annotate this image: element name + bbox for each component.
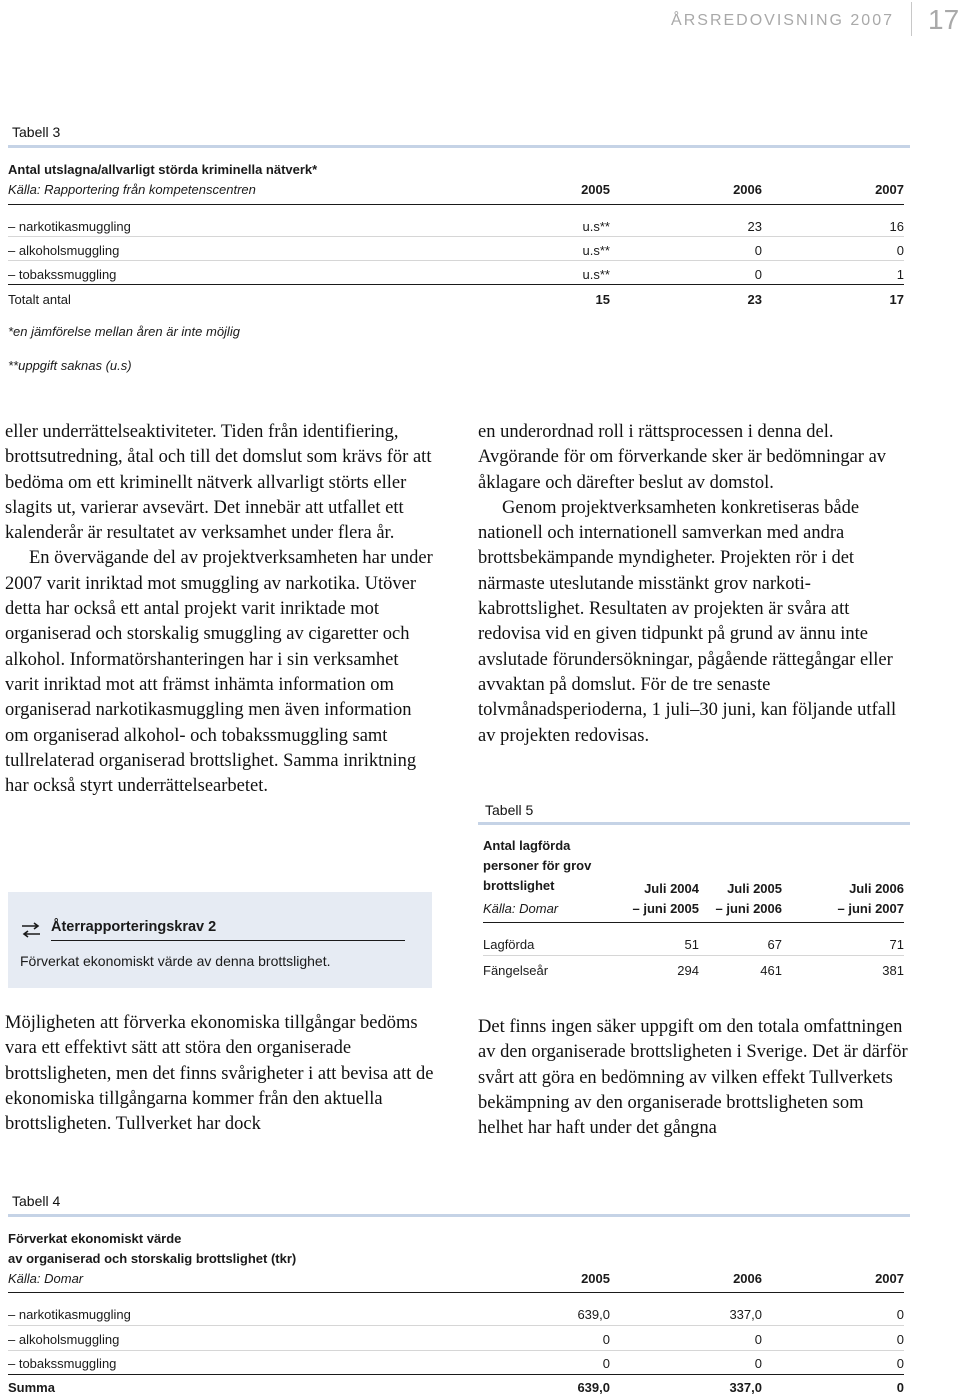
table3-label: Tabell 3 — [12, 124, 61, 140]
table-row — [8, 1332, 904, 1348]
cell: 23 — [747, 219, 762, 234]
row-label: – narkotikasmuggling — [8, 219, 131, 234]
paragraph: en underordnad roll i rättsprocessen i denna del. Avgörande för om förverkande sker är bedömningar av åklagare och därefter beslut av domstol. — [478, 422, 887, 493]
return-arrows-icon — [20, 922, 42, 938]
reporting-requirement-box — [8, 892, 432, 988]
table4 — [8, 1230, 904, 1395]
row-label: – tobakssmuggling — [8, 267, 117, 282]
total-rule — [8, 284, 904, 285]
row-label: Totalt antal — [8, 292, 71, 307]
table3-year-2007: 2007 — [875, 182, 904, 197]
table-row — [8, 1356, 904, 1372]
cell: 337,0 — [729, 1307, 762, 1322]
column-header: – juni 2005 — [632, 901, 699, 916]
body-text-left — [5, 420, 435, 799]
cell: 0 — [896, 1356, 904, 1371]
cell: 0 — [754, 1356, 762, 1371]
table4-top-bar — [8, 1214, 910, 1217]
table3-header-rule — [8, 204, 904, 205]
row-label: – alkoholsmuggling — [8, 243, 120, 258]
table3-note-1: *en jämförelse mellan åren är inte möjlig — [8, 324, 240, 339]
header-divider — [911, 2, 912, 36]
table5-source: Källa: Domar — [483, 901, 559, 916]
row-label: – tobakssmuggling — [8, 1356, 117, 1371]
cell: 381 — [882, 963, 904, 978]
table4-label: Tabell 4 — [12, 1193, 61, 1209]
table3-year-2005: 2005 — [581, 182, 610, 197]
cell: u.s** — [582, 267, 610, 282]
table5-top-bar — [478, 822, 910, 825]
column-header: – juni 2006 — [715, 901, 782, 916]
column-header: Juli 2005 — [727, 881, 782, 896]
table3-source: Källa: Rapportering från kompetenscentren — [8, 182, 256, 197]
paragraph: Genom projektverksamheten konkretiseras både nationell och internationell samverkan med andra brottsbekämpande myndigheter. Projekten rör i det närmaste uteslutande misstänkt grov narkotikabrottslighet. Resultaten av projekten är svåra att redovisa vid en given tidpunkt på grund av ännu inte avslutade förundersökningar, pågående rättegångar eller avvaktan på domslut. För de tre senaste tolvmånadsperioderna, 1 juli–30 juni, kan följande utfall av projekten redovisas. — [478, 497, 897, 746]
table4-year-2006: 2006 — [733, 1271, 762, 1286]
cell: 0 — [754, 1332, 762, 1347]
column-header: Juli 2006 — [849, 881, 904, 896]
running-header-title: ÅRSREDOVISNING 2007 — [671, 12, 894, 29]
row-label: Summa — [8, 1380, 55, 1395]
table3-year-2006: 2006 — [733, 182, 762, 197]
paragraph: Möjligheten att förverka ekonomiska tillgångar bedöms vara ett effektivt sätt att störa den organiserade brottsligheten, men det finns svårigheter i att bevisa att de ekonomiska tillgångarna kommer från den aktuella brottsligheten. Tullverket har dock — [5, 1013, 434, 1135]
row-divider — [8, 1325, 904, 1326]
cell: 71 — [889, 937, 904, 952]
row-divider — [8, 260, 904, 261]
cell: 639,0 — [577, 1380, 610, 1395]
cell: 51 — [684, 937, 699, 952]
page-number: 17 — [928, 4, 960, 35]
cell: 0 — [896, 1307, 904, 1322]
column-header: – juni 2007 — [837, 901, 904, 916]
table5-label: Tabell 5 — [485, 802, 534, 818]
paragraph: En övervägande del av projektverksamheten har under 2007 varit inriktad mot smuggling av narkotika. Utöver detta har också ett antal projekt varit inriktade mot organiserad och storskalig smuggling av cigaretter och alkohol. Informatörshanteringen har i sin verksamhet varit inriktad mot att främst inhämta information om organiserad narkotikasmuggling men även information om organiserad alkohol- och tobakssmuggling samt tullrelaterad organiserad brottslighet. Samma inriktning har också styrt underrättelsearbetet. — [5, 548, 433, 797]
cell: u.s** — [582, 219, 610, 234]
table5-title-line: Antal lagförda — [483, 838, 571, 853]
row-divider — [483, 955, 904, 956]
table4-title-line: av organiserad och storskalig brottslighet (tkr) — [8, 1251, 297, 1266]
body-text-right-bottom — [478, 1015, 908, 1141]
table-row — [8, 267, 904, 283]
cell: 639,0 — [577, 1307, 610, 1322]
table4-header-rule — [8, 1292, 904, 1293]
cell: 461 — [760, 963, 782, 978]
row-label: Fängelseår — [483, 963, 549, 978]
table3-note-2: **uppgift saknas (u.s) — [8, 358, 132, 373]
table5 — [483, 838, 904, 978]
table3-title: Antal utslagna/allvarligt störda kriminella nätverk* — [8, 162, 318, 177]
box-text: Förverkat ekonomiskt värde av denna brottslighet. — [20, 953, 331, 969]
table4-source: Källa: Domar — [8, 1271, 84, 1286]
body-text-left-bottom — [5, 1011, 435, 1137]
cell: 294 — [677, 963, 699, 978]
cell: 23 — [747, 292, 762, 307]
table-row — [8, 243, 904, 259]
table4-year-2005: 2005 — [581, 1271, 610, 1286]
row-divider — [8, 236, 904, 237]
row-divider — [8, 1350, 904, 1351]
box-title-rule — [51, 940, 405, 941]
table-row — [483, 963, 904, 979]
table-row — [483, 937, 904, 953]
box-title: Återrapporteringskrav 2 — [51, 919, 217, 935]
paragraph: eller underrättelseaktiviteter. Tiden från identifiering, brottsutredning, åtal och till det domslut som krävs för att bedöma om ett kriminellt nätverk allvarligt störts eller slagits ut, varierar avsevärt. Det innebär att utfallet ett kalenderår är resultatet av verksamhet under flera år. — [5, 422, 432, 544]
paragraph: Det finns ingen säker uppgift om den totala omfattningen av den organiserade brottsligheten i Sverige. Det är därför svårt att göra en bedömning av vilken effekt Tullverkets bekämpning av den organiserade brottsligheten som helhet har haft under det gångna — [478, 1017, 908, 1139]
cell: 0 — [754, 243, 762, 258]
table4-title-line: Förverkat ekonomiskt värde — [8, 1231, 182, 1246]
table4-year-2007: 2007 — [875, 1271, 904, 1286]
cell: 0 — [602, 1356, 610, 1371]
column-header: Juli 2004 — [644, 881, 699, 896]
cell: 67 — [767, 937, 782, 952]
cell: 337,0 — [729, 1380, 762, 1395]
cell: 0 — [896, 1332, 904, 1347]
table3 — [8, 160, 904, 380]
table-row — [8, 219, 904, 235]
cell: 17 — [889, 292, 904, 307]
cell: 0 — [754, 267, 762, 282]
table-total-row — [8, 1380, 904, 1396]
cell: 1 — [896, 267, 904, 282]
cell: 0 — [896, 1380, 904, 1395]
table-total-row — [8, 292, 904, 308]
cell: 0 — [602, 1332, 610, 1347]
table5-header-rule — [483, 922, 904, 923]
row-label: – alkoholsmuggling — [8, 1332, 120, 1347]
cell: 16 — [889, 219, 904, 234]
cell: 0 — [896, 243, 904, 258]
total-rule — [8, 1374, 904, 1375]
table-row — [8, 1307, 904, 1323]
row-label: Lagförda — [483, 937, 535, 952]
cell: 15 — [595, 292, 610, 307]
body-text-right — [478, 420, 908, 749]
table5-title-line: brottslighet — [483, 878, 555, 893]
row-label: – narkotikasmuggling — [8, 1307, 131, 1322]
cell: u.s** — [582, 243, 610, 258]
table3-top-bar — [8, 145, 910, 148]
table5-title-line: personer för grov — [483, 858, 592, 873]
